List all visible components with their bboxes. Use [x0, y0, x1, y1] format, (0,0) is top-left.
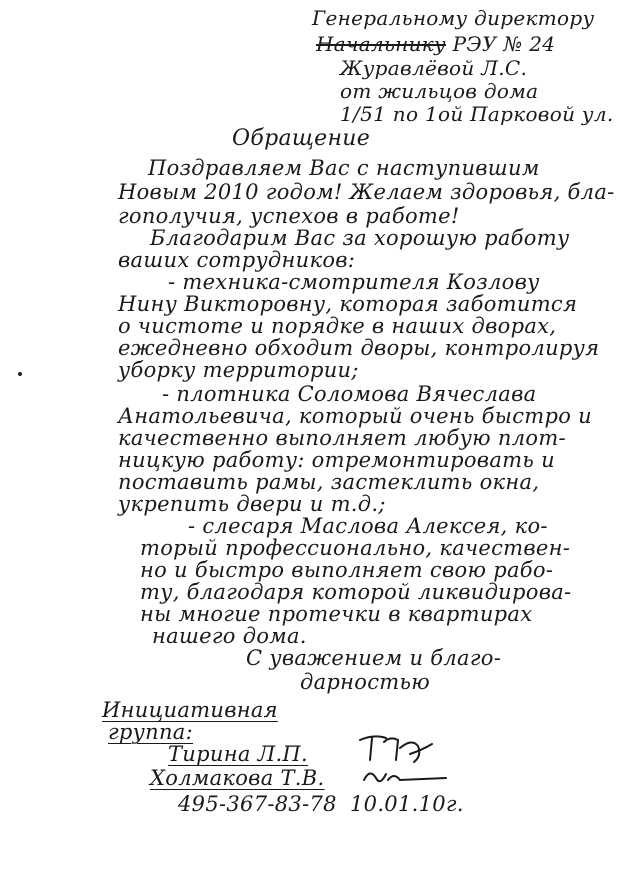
body-line: Благодарим Вас за хорошую работу — [150, 226, 570, 250]
body-line: ницкую работу: отремонтировать и — [118, 448, 555, 472]
body-line: торый профессионально, качествен- — [140, 536, 571, 560]
body-line: Нину Викторовну, которая заботится — [118, 292, 578, 316]
body-line: Новым 2010 годом! Желаем здоровья, бла- — [118, 180, 615, 204]
body-line: ваших сотрудников: — [118, 248, 356, 272]
signatory-1-name: Тирина Л.П. — [168, 742, 309, 766]
body-line: но и быстро выполняет свою рабо- — [140, 558, 554, 582]
scan-dot — [18, 372, 22, 376]
addressee-line-4: от жильцов дома — [340, 79, 539, 103]
contact-phone: 495-367-83-78 — [178, 792, 337, 816]
body-line: ны многие протечки в квартирах — [140, 602, 533, 626]
signature-2-scribble — [360, 764, 450, 788]
addressee-line-3: Журавлёвой Л.С. — [340, 56, 528, 80]
body-line: укрепить двери и т.д.; — [118, 492, 386, 516]
body-line: - техника-смотрителя Козлову — [168, 270, 540, 294]
addressee-line-1: Генеральному директору — [312, 6, 595, 30]
signature-1-scribble — [356, 730, 436, 766]
body-line: ежедневно обходит дворы, контролируя — [118, 336, 600, 360]
initiative-group-line-2: группа: — [108, 720, 193, 744]
body-line: - плотника Соломова Вячеслава — [162, 382, 537, 406]
body-line: поставить рамы, застеклить окна, — [118, 470, 540, 494]
addressee-line-2 — [316, 34, 555, 54]
body-line: Анатольевича, который очень быстро и — [118, 404, 592, 428]
letter-date: 10.01.10г. — [350, 792, 464, 816]
initiative-group-line-1: Инициативная — [102, 698, 278, 722]
addressee-office: РЭУ № 24 — [452, 32, 556, 56]
body-line: уборку территории; — [118, 358, 359, 382]
body-line: гополучия, успехов в работе! — [118, 204, 460, 228]
body-line: о чистоте и порядке в наших дворах, — [118, 314, 557, 338]
addressee-struck-word: Начальнику — [316, 32, 446, 56]
closing-line-2: дарностью — [300, 670, 431, 694]
body-line: нашего дома. — [152, 624, 307, 648]
signatory-2-name: Холмакова Т.В. — [150, 766, 325, 790]
letter-title: Обращение — [232, 126, 371, 151]
body-line: Поздравляем Вас с наступившим — [148, 156, 540, 180]
body-line: - слесаря Маслова Алексея, ко- — [188, 514, 548, 538]
addressee-line-5: 1/51 по 1ой Парковой ул. — [340, 102, 614, 126]
body-line: ту, благодаря которой ликвидирова- — [140, 580, 572, 604]
body-line: качественно выполняет любую плот- — [118, 426, 566, 450]
closing-line-1: С уважением и благо- — [246, 646, 502, 670]
